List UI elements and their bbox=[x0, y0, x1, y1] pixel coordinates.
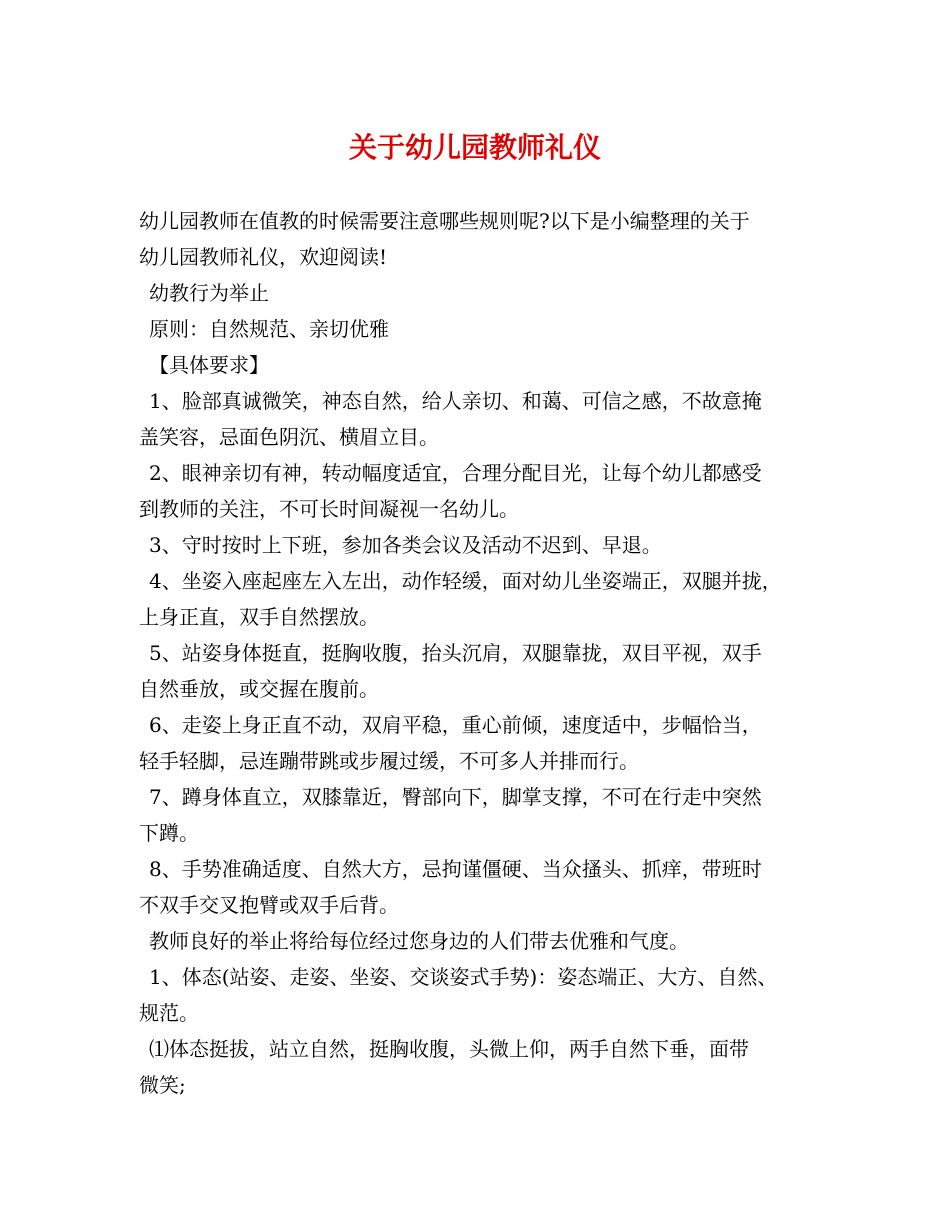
body-line: 规范。 bbox=[139, 1001, 199, 1025]
body-line: 6、走姿上身正直不动，双肩平稳，重心前倾，速度适中，步幅恰当， bbox=[149, 713, 762, 737]
body-line: 轻手轻脚，忌连蹦带跳或步履过缓，不可多人并排而行。 bbox=[139, 749, 639, 773]
body-line: 下蹲。 bbox=[139, 821, 199, 845]
body-line: 幼教行为举止 bbox=[149, 281, 269, 305]
document-body bbox=[139, 203, 839, 1103]
body-line: 不双手交叉抱臂或双手后背。 bbox=[139, 893, 399, 917]
body-line: 到教师的关注，不可长时间凝视一名幼儿。 bbox=[139, 497, 519, 521]
body-line: 原则：自然规范、亲切优雅 bbox=[149, 317, 389, 341]
document-title: 关于幼儿园教师礼仪 bbox=[348, 131, 601, 164]
body-line: 7、蹲身体直立，双膝靠近，臀部向下，脚掌支撑，不可在行走中突然 bbox=[149, 785, 762, 809]
body-line: 自然垂放，或交握在腹前。 bbox=[139, 677, 379, 701]
body-line: 8、手势准确适度、自然大方，忌拘谨僵硬、当众搔头、抓痒，带班时 bbox=[149, 857, 762, 881]
body-line: 3、守时按时上下班，参加各类会议及活动不迟到、早退。 bbox=[149, 533, 662, 557]
body-line: 【具体要求】 bbox=[149, 353, 269, 377]
body-line: 幼儿园教师礼仪，欢迎阅读! bbox=[139, 245, 388, 269]
body-line: 2、眼神亲切有神，转动幅度适宜，合理分配目光，让每个幼儿都感受 bbox=[149, 461, 762, 485]
body-line: 盖笑容，忌面色阴沉、横眉立目。 bbox=[139, 425, 439, 449]
body-line: ⑴体态挺拔，站立自然，挺胸收腹，头微上仰，两手自然下垂，面带 bbox=[149, 1037, 749, 1061]
body-line: 幼儿园教师在值教的时候需要注意哪些规则呢?以下是小编整理的关于 bbox=[139, 209, 750, 233]
body-line: 上身正直，双手自然摆放。 bbox=[139, 605, 379, 629]
body-line: 4、坐姿入座起座左入左出，动作轻缓，面对幼儿坐姿端正，双腿并拢， bbox=[149, 569, 782, 593]
body-line: 1、体态(站姿、走姿、坐姿、交谈姿式手势)：姿态端正、大方、自然、 bbox=[149, 965, 778, 989]
body-line: 微笑; bbox=[139, 1073, 186, 1097]
body-line: 1、脸部真诚微笑，神态自然，给人亲切、和蔼、可信之感，不故意掩 bbox=[149, 389, 762, 413]
body-line: 教师良好的举止将给每位经过您身边的人们带去优雅和气度。 bbox=[149, 929, 689, 953]
body-line: 5、站姿身体挺直，挺胸收腹，抬头沉肩，双腿靠拢，双目平视，双手 bbox=[149, 641, 762, 665]
